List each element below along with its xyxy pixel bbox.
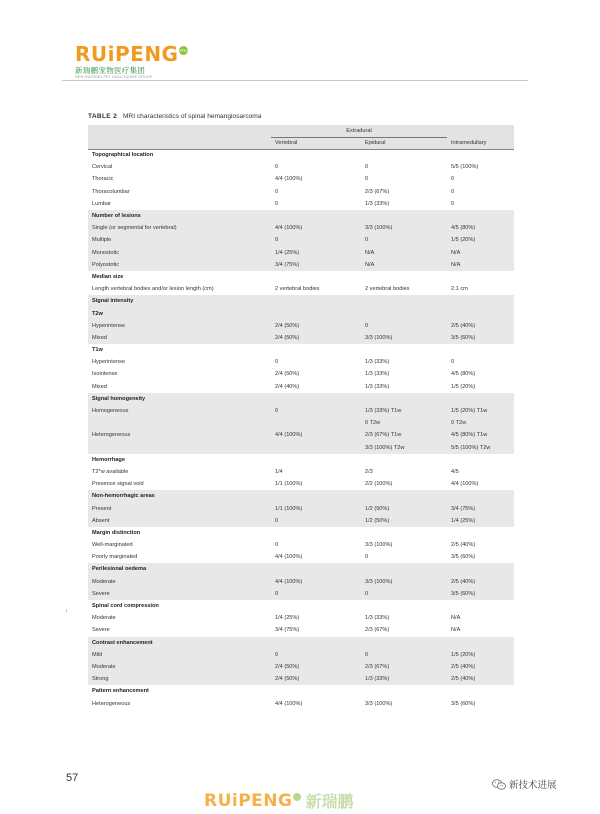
table-column-header-row xyxy=(88,137,514,149)
row-label: Presence signal void xyxy=(92,481,144,488)
vertebral-cell xyxy=(271,454,361,466)
vertebral-cell xyxy=(271,295,361,307)
table-row xyxy=(88,466,514,478)
row-label: T2*w available xyxy=(92,468,129,475)
table-row xyxy=(88,442,514,454)
epidural-cell: 0 xyxy=(361,320,447,332)
table-section-header xyxy=(88,344,514,356)
intramedullary-cell: 5/5 (100%) xyxy=(451,164,479,171)
row-label: Multiple xyxy=(88,234,271,246)
footer-logo xyxy=(204,789,354,812)
row-label: Moderate xyxy=(88,576,271,588)
row-label: Single (or segmental for vertebral) xyxy=(88,222,271,234)
row-label: Number of lesions xyxy=(88,210,271,222)
epidural-cell: 0 xyxy=(361,588,447,600)
intramedullary-cell xyxy=(447,637,514,649)
intramedullary-cell: N/A xyxy=(447,247,514,259)
intramedullary-cell: 2/5 (40%) xyxy=(447,661,514,673)
epidural-cell: 3/3 (100%) xyxy=(361,332,447,344)
row-label: Hemorrhage xyxy=(92,456,125,463)
vertebral-cell: 0 xyxy=(271,649,361,661)
row-label: Spinal cord compression xyxy=(92,603,159,610)
row-label: Moderate xyxy=(92,615,116,622)
intramedullary-cell: 1/5 (20%) xyxy=(451,383,476,390)
table-row xyxy=(88,673,514,685)
row-label: Isointense xyxy=(92,371,118,378)
vertebral-cell xyxy=(271,210,361,222)
intramedullary-cell xyxy=(447,210,514,222)
epidural-cell: 2/3 (67%) xyxy=(365,627,390,634)
epidural-cell xyxy=(361,210,447,222)
vertebral-cell: 1/4 (25%) xyxy=(271,247,361,259)
row-label: Cervical xyxy=(92,164,113,171)
intramedullary-cell: N/A xyxy=(447,259,514,271)
intramedullary-cell: 4/5 (80%) xyxy=(447,222,514,234)
epidural-cell: 1/3 (33%) T1w xyxy=(361,405,447,417)
epidural-cell: 1/3 (33%) xyxy=(365,359,390,366)
row-label: Non-hemorrhagic areas xyxy=(88,490,271,502)
table-section-header xyxy=(88,307,514,319)
table-section-header xyxy=(88,490,514,502)
mri-characteristics-table xyxy=(88,125,514,710)
row-label: Margin distinction xyxy=(92,529,141,536)
vertebral-cell xyxy=(271,442,361,454)
intramedullary-cell: 3/5 (60%) xyxy=(451,700,476,707)
row-label: Heterogeneous xyxy=(88,429,271,441)
epidural-cell xyxy=(361,344,447,356)
row-label: Contrast enhancement xyxy=(88,637,271,649)
epidural-cell: 0 xyxy=(365,554,369,561)
vertebral-cell xyxy=(271,271,361,283)
table-section-header xyxy=(88,295,514,307)
epidural-cell: 1/2 (50%) xyxy=(361,515,447,527)
epidural-cell: 0 xyxy=(361,649,447,661)
epidural-cell: 2/3 (67%) xyxy=(361,661,447,673)
table-row xyxy=(88,247,514,259)
table-row xyxy=(88,283,514,295)
table-section-header xyxy=(88,563,514,575)
vertebral-cell: 4/4 (100%) xyxy=(271,222,361,234)
intramedullary-cell: 0 xyxy=(451,176,455,183)
table-row xyxy=(88,588,514,600)
epidural-cell: 0 xyxy=(361,234,447,246)
intramedullary-cell: N/A xyxy=(451,627,461,634)
table-section-header xyxy=(88,149,514,161)
vertebral-cell: 0 xyxy=(275,542,279,549)
vertebral-cell xyxy=(271,600,361,612)
row-label: Polyostotic xyxy=(88,259,271,271)
table-section-header xyxy=(88,600,514,612)
intramedullary-cell: 4/5 (80%) T1w xyxy=(447,429,514,441)
epidural-cell: 3/3 (100%) xyxy=(365,700,393,707)
row-label: Perilesional oedema xyxy=(88,563,271,575)
table-row xyxy=(88,332,514,344)
intramedullary-cell: 0 T2w xyxy=(447,417,514,429)
table-row xyxy=(88,697,514,709)
table-row xyxy=(88,551,514,563)
table-row xyxy=(88,198,514,210)
column-header-vertebral: Vertebral xyxy=(271,137,361,149)
vertebral-cell: 2 vertebral bodies xyxy=(275,286,320,293)
vertebral-cell xyxy=(271,149,361,161)
epidural-cell: 2/3 xyxy=(365,468,373,475)
table-row xyxy=(88,478,514,490)
epidural-cell: 0 xyxy=(365,164,369,171)
row-label: Median size xyxy=(92,273,124,280)
intramedullary-cell: 3/5 (60%) xyxy=(447,588,514,600)
vertebral-cell xyxy=(271,527,361,539)
intramedullary-cell: 4/5 xyxy=(451,468,459,475)
row-label: Mixed xyxy=(92,383,107,390)
epidural-cell: 1/3 (33%) xyxy=(365,371,390,378)
intramedullary-cell: 2/5 (40%) xyxy=(447,576,514,588)
intramedullary-cell: 1/5 (20%) xyxy=(447,234,514,246)
vertebral-cell: 4/4 (100%) xyxy=(275,700,303,707)
table-row xyxy=(88,539,514,551)
table-row xyxy=(88,624,514,636)
table-section-header xyxy=(88,393,514,405)
epidural-cell xyxy=(361,685,447,697)
table-row xyxy=(88,612,514,624)
wechat-icon xyxy=(492,779,506,790)
table-row xyxy=(88,356,514,368)
logo-badge: PRO xyxy=(179,48,189,53)
vertebral-cell: 0 xyxy=(275,164,279,171)
epidural-cell: 0 xyxy=(365,176,369,183)
row-label: Mild xyxy=(88,649,271,661)
row-label: Length vertebral bodies and/or lesion length (cm) xyxy=(92,286,214,293)
epidural-cell xyxy=(361,563,447,575)
table-section-header xyxy=(88,454,514,466)
vertebral-cell: 2/4 (50%) xyxy=(275,371,300,378)
epidural-cell: 2 vertebral bodies xyxy=(365,286,410,293)
vertebral-cell: 4/4 (100%) xyxy=(271,429,361,441)
epidural-cell xyxy=(361,149,447,161)
intramedullary-cell xyxy=(447,393,514,405)
header-divider xyxy=(62,80,528,81)
logo-english-name: NEW RUIPENG PET HEALTHCARE GROUP xyxy=(75,75,153,79)
epidural-cell: 3/3 (100%) xyxy=(361,576,447,588)
wechat-account-name: 新技术进展 xyxy=(509,780,557,791)
table-title: MRI characteristics of spinal hemangiosarcoma xyxy=(122,113,262,120)
vertebral-cell: 2/4 (50%) xyxy=(271,673,361,685)
table-row xyxy=(88,259,514,271)
epidural-cell xyxy=(361,307,447,319)
epidural-cell: 2/2 (100%) xyxy=(365,481,393,488)
table-section-header xyxy=(88,527,514,539)
row-label: Signal intensity xyxy=(88,295,271,307)
intramedullary-cell: 1/5 (20%) T1w xyxy=(447,405,514,417)
vertebral-cell: 2/4 (40%) xyxy=(275,383,300,390)
intramedullary-cell: N/A xyxy=(451,615,461,622)
row-label: Severe xyxy=(92,627,110,634)
vertebral-cell: 1/1 (100%) xyxy=(275,481,303,488)
row-label: Poorly marginated xyxy=(92,554,138,561)
row-label: Present xyxy=(88,502,271,514)
intramedullary-cell: 2/5 (40%) xyxy=(447,320,514,332)
intramedullary-cell: 4/4 (100%) xyxy=(451,481,479,488)
row-label: Moderate xyxy=(88,661,271,673)
footer-logo-chinese: 新瑞鹏 xyxy=(305,792,354,811)
vertebral-cell: 1/4 (25%) xyxy=(275,615,300,622)
table-row xyxy=(88,368,514,380)
epidural-cell: 0 T2w xyxy=(361,417,447,429)
epidural-cell: 1/3 (33%) xyxy=(365,200,390,207)
table-row xyxy=(88,515,514,527)
intramedullary-cell: 5/5 (100%) T2w xyxy=(447,442,514,454)
table-section-header xyxy=(88,637,514,649)
intramedullary-cell xyxy=(447,295,514,307)
header-logo xyxy=(75,44,188,80)
vertebral-cell xyxy=(271,344,361,356)
intramedullary-cell xyxy=(447,600,514,612)
table-row xyxy=(88,173,514,185)
intramedullary-cell: 4/5 (80%) xyxy=(451,371,476,378)
vertebral-cell xyxy=(271,393,361,405)
row-label: Hyperintense xyxy=(92,359,125,366)
table-row xyxy=(88,381,514,393)
epidural-cell: 1/3 (33%) xyxy=(365,383,390,390)
intramedullary-cell: 1/4 (25%) xyxy=(447,515,514,527)
intramedullary-cell: 2/5 (40%) xyxy=(451,542,476,549)
vertebral-cell: 0 xyxy=(271,405,361,417)
vertebral-cell: 1/1 (100%) xyxy=(271,502,361,514)
vertebral-cell: 3/4 (75%) xyxy=(275,627,300,634)
row-label xyxy=(88,417,271,429)
intramedullary-cell xyxy=(447,307,514,319)
vertebral-cell xyxy=(271,563,361,575)
table-row xyxy=(88,502,514,514)
table-section-header xyxy=(88,210,514,222)
intramedullary-cell xyxy=(447,563,514,575)
intramedullary-cell xyxy=(447,490,514,502)
intramedullary-cell xyxy=(447,271,514,283)
intramedullary-cell: 3/5 (60%) xyxy=(447,332,514,344)
epidural-cell: 1/2 (50%) xyxy=(361,502,447,514)
row-label: Absent xyxy=(88,515,271,527)
row-label: Hyperintense xyxy=(88,320,271,332)
margin-mark: ı xyxy=(66,608,68,614)
vertebral-cell xyxy=(271,417,361,429)
vertebral-cell: 2/4 (50%) xyxy=(271,661,361,673)
row-label: Strong xyxy=(88,673,271,685)
vertebral-cell: 0 xyxy=(275,359,279,366)
vertebral-cell: 0 xyxy=(275,200,279,207)
epidural-cell: 3/3 (100%) xyxy=(365,542,393,549)
table-section-header xyxy=(88,271,514,283)
row-label xyxy=(88,442,271,454)
vertebral-cell: 2/4 (50%) xyxy=(271,332,361,344)
intramedullary-cell xyxy=(447,344,514,356)
table-row xyxy=(88,186,514,198)
intramedullary-cell: 2/5 (40%) xyxy=(447,673,514,685)
row-label: T1w xyxy=(92,347,103,354)
table-row xyxy=(88,429,514,441)
extradural-header: Extradural xyxy=(271,125,447,137)
intramedullary-cell: 1/5 (20%) xyxy=(447,649,514,661)
row-label: Monostotic xyxy=(88,247,271,259)
epidural-cell xyxy=(361,295,447,307)
table-row xyxy=(88,320,514,332)
table-section-header xyxy=(88,685,514,697)
intramedullary-cell: 3/4 (75%) xyxy=(447,502,514,514)
logo-wordmark: RUiPENG xyxy=(75,42,179,66)
table-row xyxy=(88,405,514,417)
vertebral-cell: 0 xyxy=(271,515,361,527)
epidural-cell: 2/3 (67%) xyxy=(365,188,390,195)
row-label: Mixed xyxy=(88,332,271,344)
intramedullary-cell: 0 xyxy=(451,188,455,195)
row-label: Pattern enhancement xyxy=(92,688,149,695)
intramedullary-cell: 0 xyxy=(451,200,455,207)
epidural-cell: N/A xyxy=(361,259,447,271)
logo-chinese-name: 新瑞鹏宠物医疗集团 xyxy=(75,66,146,75)
vertebral-cell xyxy=(271,685,361,697)
epidural-cell: N/A xyxy=(361,247,447,259)
vertebral-cell xyxy=(271,490,361,502)
column-header-intramedullary: Intramedullary xyxy=(447,137,514,149)
wechat-source xyxy=(492,777,557,791)
vertebral-cell: 0 xyxy=(271,588,361,600)
vertebral-cell: 1/4 xyxy=(275,468,283,475)
row-label: T2w xyxy=(88,307,271,319)
epidural-cell xyxy=(361,600,447,612)
intramedullary-cell: 3/5 (60%) xyxy=(451,554,476,561)
intramedullary-cell: 0 xyxy=(451,359,455,366)
epidural-cell: 3/3 (100%) xyxy=(361,222,447,234)
epidural-cell xyxy=(361,490,447,502)
vertebral-cell: 4/4 (100%) xyxy=(275,554,303,561)
row-label: Thoracic xyxy=(92,176,114,183)
table-label: TABLE 2 xyxy=(88,113,118,120)
row-label: Heterogeneous xyxy=(92,700,131,707)
vertebral-cell: 4/4 (100%) xyxy=(271,576,361,588)
vertebral-cell xyxy=(271,307,361,319)
footer-logo-wordmark: RUiPENG xyxy=(204,790,293,811)
row-label: Lumbar xyxy=(92,200,111,207)
epidural-cell: 2/3 (67%) T1w xyxy=(361,429,447,441)
page-number: 57 xyxy=(66,772,79,784)
vertebral-cell: 2/4 (50%) xyxy=(271,320,361,332)
row-label: Severe xyxy=(88,588,271,600)
row-label: Thoracolumbar xyxy=(92,188,130,195)
table-row xyxy=(88,234,514,246)
table-caption xyxy=(88,113,261,120)
row-label: Signal homogeneity xyxy=(88,393,271,405)
table-row xyxy=(88,222,514,234)
footer-logo-badge xyxy=(293,793,301,801)
intramedullary-cell xyxy=(447,685,514,697)
table-group-header-row xyxy=(88,125,514,137)
epidural-cell: 1/3 (33%) xyxy=(365,615,390,622)
epidural-cell xyxy=(361,454,447,466)
intramedullary-cell xyxy=(447,149,514,161)
epidural-cell: 1/3 (33%) xyxy=(361,673,447,685)
epidural-cell xyxy=(361,527,447,539)
epidural-cell xyxy=(361,393,447,405)
intramedullary-cell xyxy=(447,527,514,539)
epidural-cell: 3/3 (100%) T2w xyxy=(361,442,447,454)
column-header-epidural: Epidural xyxy=(361,137,447,149)
vertebral-cell: 0 xyxy=(275,188,279,195)
row-label: Topographical location xyxy=(92,152,154,159)
vertebral-cell xyxy=(271,637,361,649)
table-row xyxy=(88,661,514,673)
vertebral-cell: 4/4 (100%) xyxy=(275,176,303,183)
epidural-cell xyxy=(361,637,447,649)
table-row xyxy=(88,161,514,173)
vertebral-cell: 3/4 (75%) xyxy=(271,259,361,271)
intramedullary-cell xyxy=(447,454,514,466)
intramedullary-cell: 2.1 cm xyxy=(451,286,468,293)
row-label: Well-marginated xyxy=(92,542,133,549)
row-label: Homogeneous xyxy=(88,405,271,417)
table-row xyxy=(88,576,514,588)
table-row xyxy=(88,417,514,429)
epidural-cell xyxy=(361,271,447,283)
vertebral-cell: 0 xyxy=(271,234,361,246)
table-row xyxy=(88,649,514,661)
